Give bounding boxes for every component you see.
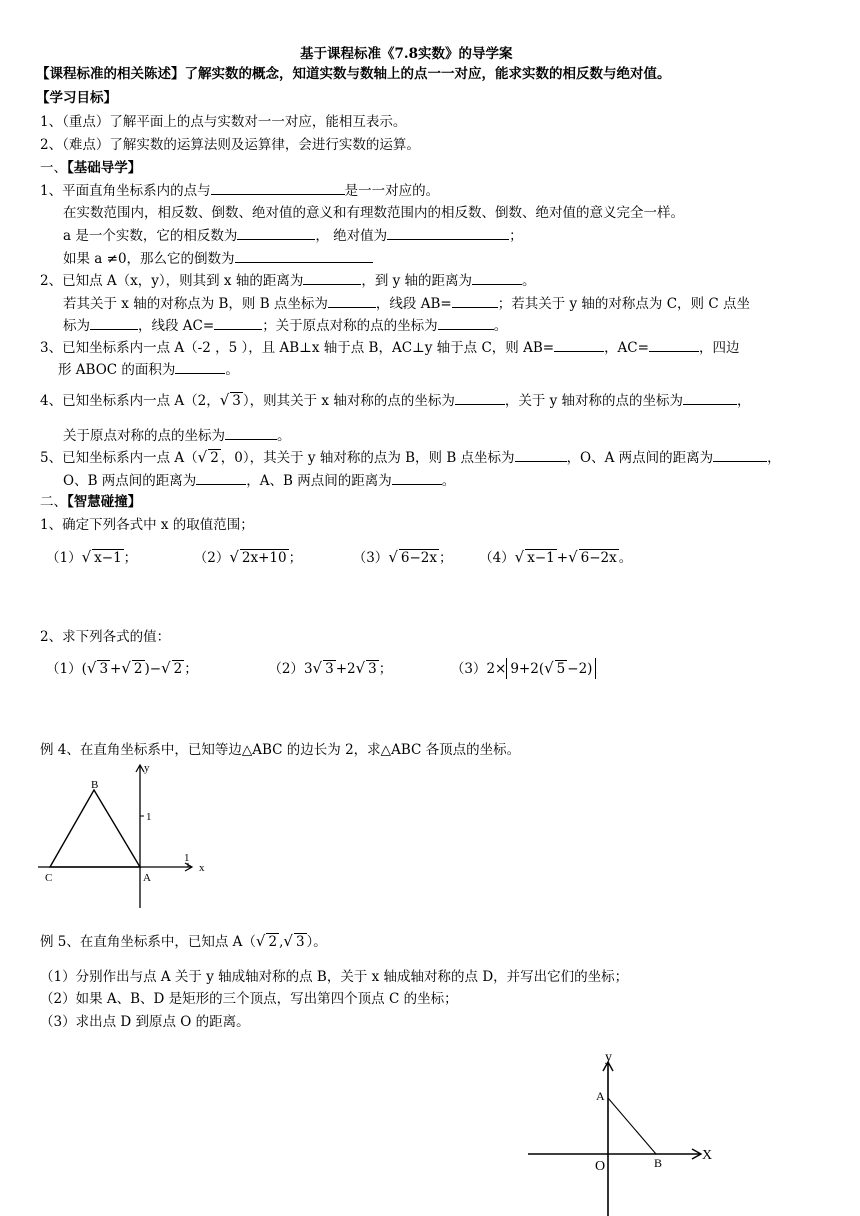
item-sep: ； [288, 550, 303, 566]
q2-text-c: 。 [522, 273, 536, 289]
answer-blank[interactable] [392, 470, 442, 485]
question-2 [40, 270, 536, 291]
label-b: B [91, 779, 99, 791]
q2-line2-c: ；若其关于 y 轴的对称点为 C，则 C 点坐 [497, 296, 750, 312]
example-4-text: 例 4、在直角坐标系中，已知等边△ABC 的边长为 2，求△ABC 各顶点的坐标。 [40, 742, 521, 758]
q4-text-b: ），则其关于 x 轴对称的点的坐标为 [242, 393, 455, 409]
label-y: y [605, 1050, 612, 1065]
radicand: 3 [325, 661, 334, 677]
expr-part: 3 [303, 661, 313, 677]
label-o: O [595, 1159, 606, 1174]
answer-blank[interactable] [649, 337, 699, 352]
plus-sign: + [556, 550, 569, 566]
radicand: 2 [268, 934, 278, 950]
radicand: 2 [173, 661, 183, 677]
item-sep: ； [438, 550, 453, 566]
answer-blank[interactable] [472, 270, 522, 285]
question-4-line-2 [63, 425, 291, 446]
comma: , [279, 934, 284, 950]
radicand: 3 [368, 661, 377, 677]
question-2-line-3 [63, 315, 507, 336]
item-label: （4） [479, 550, 515, 566]
q4-text-c: ，关于 y 轴对称的点的坐标为 [504, 393, 684, 409]
item-label: （2） [193, 550, 230, 566]
answer-blank[interactable] [303, 270, 361, 285]
label-x: x [199, 862, 205, 874]
expr-part: ； [184, 661, 198, 677]
exercise-1-text: 1、确定下列各式中 x 的取值范围； [40, 517, 254, 533]
sqrt-icon: √ [229, 548, 239, 566]
standard-text: 了解实数的概念，知道实数与数轴上的点一一对应，能求实数的相反数与绝对值。 [184, 66, 671, 82]
sqrt-icon: √ [197, 448, 208, 466]
goal-2: 2、（难点）了解实数的运算法则及运算律，会进行实数的运算。 [40, 137, 420, 153]
q5-text-b: ，0），其关于 y 轴对称的点为 B，则 B 点坐标为 [220, 450, 515, 466]
q3-text-c: ，四边 [698, 340, 740, 356]
label-one-x: 1 [184, 852, 190, 864]
exercise-2-text: 2、求下列各式的值： [40, 629, 171, 645]
question-5 [40, 447, 781, 468]
q1-line3-c: ； [509, 228, 523, 244]
triangle-abc [50, 790, 140, 867]
q2-line3-c: ；关于原点对称的点的坐标为 [262, 318, 438, 334]
q2-line3-b: ，线段 AC= [138, 318, 215, 334]
example-5-step-1: （1）分别作出与点 A 关于 y 轴成轴对称的点 B，关于 x 轴成轴对称的点 D，并写出它们的坐标； [40, 969, 629, 985]
expr-part: 9+2( [510, 661, 545, 677]
sqrt-icon: √ [355, 659, 366, 677]
answer-blank[interactable] [214, 315, 262, 330]
q2-line3-d: 。 [493, 318, 508, 334]
radicand: 2x+10 [241, 550, 287, 566]
goals-header: 【学习目标】 [36, 90, 117, 106]
sqrt-icon: √ [81, 548, 92, 566]
section-1-label: 【基础导学】 [67, 160, 142, 176]
answer-blank[interactable] [438, 315, 494, 330]
q5-text-d: ， [767, 450, 781, 466]
item-label: （1） [46, 661, 82, 677]
radicand: 3 [295, 934, 305, 950]
section-2-number: 二、 [40, 494, 67, 510]
answer-blank[interactable] [713, 447, 767, 462]
q2-line3-a: 标为 [63, 318, 90, 334]
answer-blank[interactable] [235, 248, 373, 263]
label-c: C [45, 872, 53, 884]
segment-ab [608, 1098, 656, 1154]
sqrt-icon: √ [388, 548, 398, 566]
q1-text-a: 1、平面直角坐标系内的点与 [40, 183, 211, 199]
q2-line2-b: ，线段 AB= [375, 296, 452, 312]
answer-blank[interactable] [175, 359, 225, 374]
radicand: 6−2x [400, 550, 437, 566]
q4-text-d: ， [737, 393, 751, 409]
sqrt-icon: √ [283, 932, 293, 950]
expr-part: +2 [335, 661, 356, 677]
radicand: 6−2x [580, 550, 617, 566]
answer-blank[interactable] [225, 425, 277, 440]
section-2-header [40, 492, 141, 512]
question-1-line-3 [63, 225, 523, 246]
ex5-text-b: ）。 [306, 934, 327, 950]
section-2-label: 【智慧碰撞】 [67, 494, 142, 510]
sqrt-icon: √ [544, 659, 554, 677]
item-sep: 。 [618, 550, 633, 566]
q3-line2-b: 。 [225, 362, 239, 378]
item-label: （2） [268, 661, 304, 677]
sqrt-icon: √ [86, 659, 97, 677]
q5-line2-b: ，A、B 两点间的距离为 [246, 473, 392, 489]
expr-part: + [110, 661, 122, 677]
question-1-line-2: 在实数范围内，相反数、倒数、绝对值的意义和有理数范围内的相反数、倒数、绝对值的意义完全一样。 [63, 205, 684, 221]
item-label: （3） [450, 661, 487, 677]
sqrt-icon: √ [121, 659, 131, 677]
q3-text-a: 3、已知坐标系内一点 A（-2 ，5 ），且 AB⊥x 轴于点 B，AC⊥y 轴于点 C，则 AB= [40, 340, 555, 356]
answer-blank[interactable] [328, 293, 376, 308]
section-1-number: 一、 [40, 160, 67, 176]
bracket-expression [506, 658, 596, 679]
expr-part: )− [144, 661, 162, 677]
radicand: 2 [133, 661, 143, 677]
radicand: x−1 [527, 550, 555, 566]
curriculum-standard [36, 64, 671, 84]
exercise-2-items [46, 658, 596, 679]
question-3-line-2 [58, 359, 239, 380]
question-1 [40, 180, 439, 201]
q5-text-c: ，O、A 两点间的距离为 [566, 450, 714, 466]
q3-text-b: ，AC= [604, 340, 649, 356]
q5-line2-c: 。 [441, 473, 456, 489]
answer-blank[interactable] [515, 447, 567, 462]
ex5-text-a: 例 5、在直角坐标系中，已知点 A（ [40, 934, 256, 950]
q2-text-b: ，到 y 轴的距离为 [361, 273, 473, 289]
example-5-figure [520, 1048, 720, 1216]
q5-line2-a: O、B 两点间的距离为 [63, 473, 197, 489]
label-a: A [596, 1089, 605, 1103]
q4-text-a: 4、已知坐标系内一点 A（2， [40, 393, 220, 409]
sqrt-icon: √ [568, 548, 578, 566]
answer-blank[interactable] [90, 315, 138, 330]
question-4 [40, 390, 751, 411]
example-5-text [40, 931, 327, 952]
radicand: 2 [210, 450, 219, 466]
answer-blank[interactable] [196, 470, 246, 485]
label-one-y: 1 [146, 811, 152, 823]
item-sep: ； [123, 550, 138, 566]
q4-line2-a: 关于原点对称的点的坐标为 [63, 428, 225, 444]
label-x: X [702, 1148, 713, 1163]
expr-part: −2) [567, 661, 593, 677]
example-5-step-2: （2）如果 A、B、D 是矩形的三个顶点，写出第四个顶点 C 的坐标； [40, 991, 458, 1007]
q5-text-a: 5、已知坐标系内一点 A（ [40, 450, 198, 466]
item-label: （1） [46, 550, 82, 566]
answer-blank[interactable] [683, 390, 737, 405]
answer-blank[interactable] [452, 293, 498, 308]
sqrt-icon: √ [219, 391, 230, 409]
q4-line2-b: 。 [277, 428, 291, 444]
example-5-step-3: （3）求出点 D 到原点 O 的距离。 [40, 1014, 250, 1030]
answer-blank[interactable] [554, 337, 604, 352]
radicand: 5 [556, 661, 566, 677]
sqrt-icon: √ [514, 548, 525, 566]
expr-part: ( [81, 661, 87, 677]
answer-blank[interactable] [455, 390, 505, 405]
q1-text-b: 是一一对应的。 [344, 183, 440, 199]
section-1-header [40, 158, 141, 178]
q1-line4: 如果 a ≠0，那么它的倒数为 [63, 251, 235, 267]
q1-line3-a: a 是一个实数，它的相反数为 [63, 228, 238, 244]
question-2-line-2 [63, 293, 750, 314]
label-b: B [654, 1156, 663, 1170]
sqrt-icon: √ [312, 659, 323, 677]
example-4-figure [36, 760, 216, 910]
question-1-line-4 [63, 248, 373, 269]
q3-line2-a: 形 ABOC 的面积为 [58, 362, 176, 378]
label-a: A [143, 872, 151, 884]
q1-line3-b: ， 绝对值为 [315, 228, 388, 244]
goal-1: 1、（重点）了解平面上的点与实数对一一对应，能相互表示。 [40, 114, 407, 130]
standard-label: 【课程标准的相关陈述】 [36, 66, 185, 82]
answer-blank[interactable] [387, 225, 509, 240]
radicand: x−1 [94, 550, 122, 566]
question-3 [40, 337, 739, 358]
q2-text-a: 2、已知点 A（x，y），则其到 x 轴的距离为 [40, 273, 304, 289]
radicand: 3 [99, 661, 109, 677]
radicand: 3 [232, 393, 241, 409]
label-y: y [144, 762, 150, 774]
sqrt-icon: √ [161, 659, 171, 677]
expr-part: 2× [486, 661, 507, 677]
page-title: 基于课程标准《7.8实数》的导学案 [300, 46, 513, 62]
sqrt-icon: √ [255, 932, 266, 950]
question-5-line-2 [63, 470, 455, 491]
exercise-1-items [46, 547, 632, 568]
answer-blank[interactable] [211, 180, 345, 195]
expr-part: ； [378, 661, 393, 677]
q2-line2-a: 若其关于 x 轴的对称点为 B，则 B 点坐标为 [63, 296, 328, 312]
answer-blank[interactable] [237, 225, 315, 240]
item-label: （3） [352, 550, 389, 566]
